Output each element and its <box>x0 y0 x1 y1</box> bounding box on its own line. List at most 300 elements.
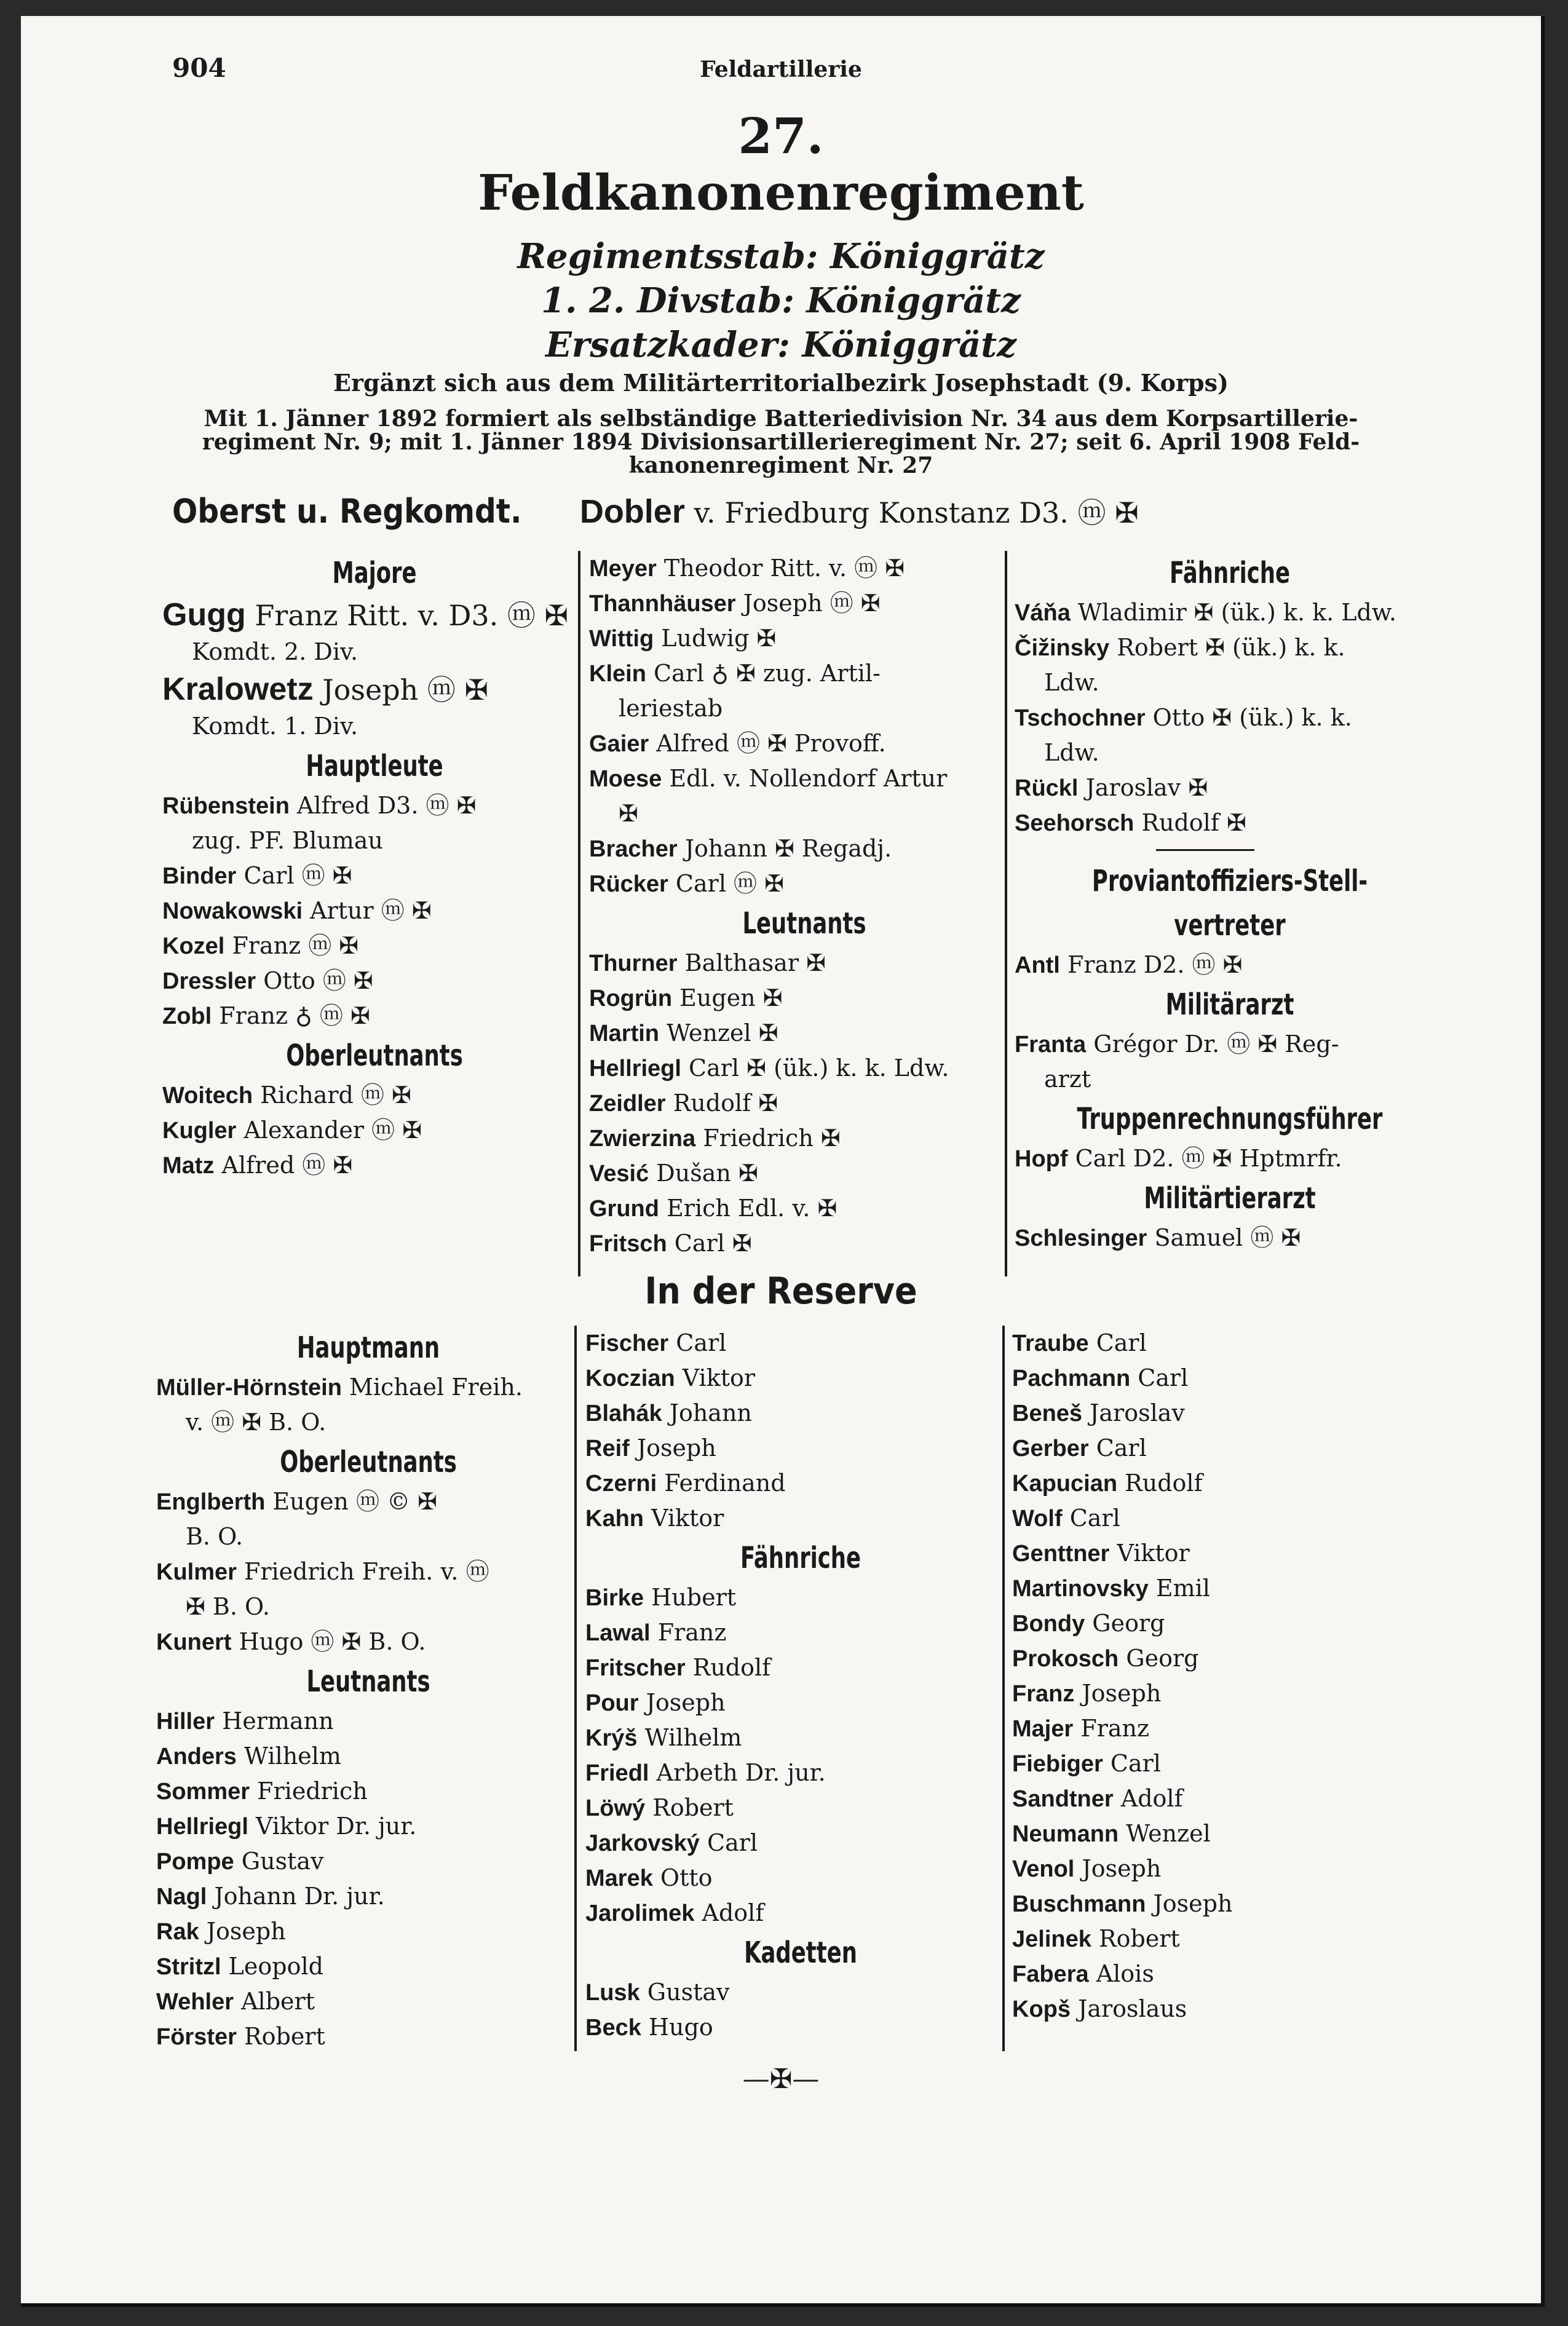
entry-surname: Martin <box>589 1021 659 1046</box>
entry-surname: Czerni <box>585 1471 657 1497</box>
roster-entry <box>585 1861 1016 1896</box>
roster-entry <box>156 1949 580 1984</box>
entry-details: Jaroslav ✠ <box>1078 774 1208 801</box>
roster-entry <box>1015 770 1445 805</box>
roster-entry <box>1012 1781 1443 1816</box>
roster-entry <box>1012 1466 1443 1501</box>
roster-entry <box>585 1685 1016 1720</box>
entry-details: Carl <box>1103 1750 1161 1777</box>
section-heading: Oberleutnants <box>280 1445 457 1479</box>
roster-entry <box>585 1396 1016 1431</box>
entry-details: Gustav <box>234 1848 324 1875</box>
entry-surname: Neumann <box>1012 1821 1119 1847</box>
entry-details: Alois <box>1088 1960 1154 1987</box>
entry-surname: Majer <box>1012 1716 1074 1742</box>
entry-details: Erich Edl. v. ✠ <box>659 1195 837 1222</box>
entry-details: Joseph <box>1146 1890 1233 1917</box>
entry-details: Viktor Dr. jur. <box>248 1813 417 1840</box>
entry-details: Michael Freih. <box>341 1374 523 1401</box>
section-heading: Majore <box>332 556 417 590</box>
entry-details: Alfred ⓜ ✠ <box>214 1152 353 1179</box>
roster-entry <box>1015 630 1445 665</box>
entry-details: Franz ⓜ ✠ <box>224 932 359 959</box>
staff-line-3: Ersatzkader: Königgrätz <box>545 325 1016 365</box>
section-rule <box>1015 841 1445 859</box>
roster-entry <box>589 946 1020 981</box>
entry-surname: Anders <box>156 1744 237 1770</box>
entry-details: Georg <box>1119 1645 1199 1672</box>
entry-details: Viktor <box>675 1364 756 1391</box>
section-heading: Leutnants <box>306 1664 430 1699</box>
entry-details: Franz Ritt. v. D3. ⓜ ✠ <box>245 599 569 632</box>
entry-surname: Müller-Hörnstein <box>156 1375 342 1401</box>
roster-entry <box>156 1774 580 1809</box>
entry-details: Franz ♁ ⓜ ✠ <box>212 1002 370 1029</box>
roster-entry <box>156 1739 580 1774</box>
roster-entry <box>1012 1536 1443 1571</box>
entry-details: Hermann <box>215 1707 334 1735</box>
roster-entry <box>156 1370 580 1405</box>
entry-details: Viktor <box>1109 1540 1190 1567</box>
roster-continuation <box>156 1519 580 1554</box>
active-column-3 <box>1015 551 1445 1256</box>
commander-name: Dobler <box>579 493 685 530</box>
roster-entry <box>162 1148 587 1183</box>
roster-entry <box>585 1501 1016 1536</box>
entry-details: Carl <box>668 1329 727 1356</box>
entry-surname: Tschochner <box>1015 705 1146 731</box>
section-heading: Truppenrechnungsführer <box>1077 1102 1383 1136</box>
roster-entry <box>1012 1606 1443 1641</box>
entry-surname: Bondy <box>1012 1611 1085 1637</box>
entry-surname: Gerber <box>1012 1436 1089 1462</box>
roster-entry <box>162 963 587 999</box>
commander-rest: v. Friedburg Konstanz D3. ⓜ ✠ <box>684 496 1139 529</box>
entry-details: Komdt. 2. Div. <box>192 638 358 665</box>
entry-details: ✠ B. O. <box>186 1593 271 1620</box>
entry-surname: Sandtner <box>1012 1786 1114 1812</box>
entry-surname: Kahn <box>585 1506 644 1532</box>
active-column-2 <box>589 551 1020 1261</box>
entry-details: Robert <box>645 1794 734 1821</box>
column-divider <box>574 1326 577 2051</box>
roster-entry <box>589 621 1020 656</box>
entry-surname: Zobl <box>162 1003 212 1029</box>
entry-surname: Venol <box>1012 1856 1075 1882</box>
entry-surname: Nowakowski <box>162 898 303 924</box>
entry-details: Eugen ⓜ © ✠ <box>265 1488 437 1515</box>
roster-entry <box>1012 1361 1443 1396</box>
entry-details: Theodor Ritt. v. ⓜ ✠ <box>656 555 905 582</box>
entry-details: Rudolf ✠ <box>1134 809 1246 836</box>
entry-details: Wilhelm <box>637 1724 742 1751</box>
entry-surname: Sommer <box>156 1779 250 1805</box>
entry-details: Alfred D3. ⓜ ✠ <box>289 792 477 819</box>
entry-details: Joseph <box>638 1689 726 1716</box>
column-divider <box>578 551 580 1276</box>
entry-details: Joseph ⓜ ✠ <box>313 673 489 706</box>
entry-surname: Rak <box>156 1919 199 1945</box>
entry-details: Richard ⓜ ✠ <box>253 1082 411 1109</box>
entry-surname: Fritsch <box>589 1231 667 1257</box>
entry-surname: Birke <box>585 1585 644 1611</box>
roster-entry <box>156 2019 580 2054</box>
roster-entry <box>1012 1956 1443 1992</box>
entry-surname: Seehorsch <box>1015 810 1134 836</box>
section-heading: Proviantoffiziers-Stell- <box>1091 864 1368 898</box>
staff-line-1: Regimentsstab: Königgrätz <box>517 236 1045 277</box>
entry-surname: Moese <box>589 766 662 792</box>
entry-surname: Čižinsky <box>1015 635 1110 661</box>
entry-details: Albert <box>234 1988 315 2015</box>
entry-details: Carl ✠ (ük.) k. k. Ldw. <box>681 1054 949 1082</box>
entry-details: Robert ✠ (ük.) k. k. <box>1109 634 1345 661</box>
roster-entry <box>589 656 1020 691</box>
roster-entry <box>156 1484 580 1519</box>
entry-surname: Zeidler <box>589 1091 666 1117</box>
entry-details: Otto ⓜ ✠ <box>256 967 373 994</box>
entry-surname: Traube <box>1012 1331 1089 1356</box>
roster-entry <box>1012 1396 1443 1431</box>
entry-surname: Beck <box>585 2015 641 2041</box>
roster-entry <box>1015 700 1445 735</box>
entry-details: Franz D2. ⓜ ✠ <box>1059 951 1243 978</box>
entry-surname: Fritscher <box>585 1655 686 1681</box>
roster-entry <box>585 1755 1016 1790</box>
roster-entry <box>1015 947 1445 983</box>
entry-details: Wenzel ✠ <box>659 1019 778 1046</box>
roster-continuation <box>156 1589 580 1624</box>
entry-surname: Krýš <box>585 1725 638 1751</box>
entry-details: Emil <box>1148 1575 1210 1602</box>
entry-surname: Wehler <box>156 1989 234 2015</box>
entry-details: Ldw. <box>1044 739 1099 766</box>
reserve-title: In der Reserve <box>644 1270 917 1313</box>
entry-details: Johann ✠ Regadj. <box>677 835 892 862</box>
roster-entry <box>156 1914 580 1949</box>
roster-entry <box>156 1624 580 1659</box>
roster-entry <box>1012 1501 1443 1536</box>
entry-surname: Reif <box>585 1436 630 1462</box>
section-heading: Militärarzt <box>1165 987 1294 1022</box>
section-heading: Fähnriche <box>740 1541 861 1575</box>
roster-entry <box>1015 1027 1445 1062</box>
roster-entry <box>585 1326 1016 1361</box>
reserve-column-3 <box>1012 1326 1443 2027</box>
entry-details: Adolf <box>694 1899 764 1926</box>
entry-surname: Kunert <box>156 1629 232 1655</box>
entry-details: Viktor <box>644 1505 724 1532</box>
section-heading: Oberleutnants <box>286 1038 463 1073</box>
section-heading: vertreter <box>1174 908 1286 943</box>
running-header: Feldartillerie <box>700 57 862 82</box>
entry-details: Rudolf <box>1117 1470 1203 1497</box>
roster-entry <box>1012 1921 1443 1956</box>
entry-surname: Löwý <box>585 1795 646 1821</box>
entry-details: Dušan ✠ <box>649 1160 758 1187</box>
roster-continuation <box>162 635 587 670</box>
entry-details: Carl ✠ <box>667 1230 752 1257</box>
entry-surname: Fiebiger <box>1012 1751 1103 1777</box>
roster-continuation <box>589 796 1020 831</box>
entry-surname: Pour <box>585 1690 639 1716</box>
roster-entry <box>589 1051 1020 1086</box>
entry-details: Robert <box>236 2023 325 2050</box>
entry-surname: Hellriegl <box>156 1814 248 1840</box>
entry-details: Wladimir ✠ (ük.) k. k. Ldw. <box>1070 599 1396 626</box>
roster-entry <box>589 1086 1020 1121</box>
roster-continuation <box>1015 1062 1445 1097</box>
entry-details: Friedrich ✠ <box>695 1125 841 1152</box>
regiment-number: 27. <box>738 107 824 165</box>
roster-continuation <box>162 823 587 858</box>
section-heading: Kadetten <box>744 1936 857 1970</box>
entry-surname: Rückl <box>1015 775 1079 801</box>
entry-details: Franz <box>1073 1715 1150 1742</box>
entry-surname: Lusk <box>585 1980 640 2006</box>
entry-details: Carl <box>1130 1364 1189 1391</box>
roster-entry <box>156 1844 580 1879</box>
entry-surname: Buschmann <box>1012 1891 1146 1917</box>
entry-surname: Koczian <box>585 1366 675 1391</box>
entry-details: Ludwig ✠ <box>654 625 777 652</box>
entry-details: Carl ⓜ ✠ <box>668 870 784 897</box>
roster-entry <box>156 1554 580 1589</box>
entry-details: Friedrich <box>250 1778 368 1805</box>
entry-surname: Rücker <box>589 871 668 897</box>
commander-rank: Oberst u. Regkomdt. <box>172 492 522 531</box>
entry-details: Rudolf <box>685 1654 771 1681</box>
entry-surname: Fischer <box>585 1331 669 1356</box>
roster-continuation <box>589 691 1020 726</box>
entry-details: Franz <box>650 1619 727 1646</box>
page-title: Feldkanonenregiment <box>478 164 1084 221</box>
entry-details: Arbeth Dr. jur. <box>649 1759 826 1786</box>
entry-details: Komdt. 1. Div. <box>192 713 358 740</box>
roster-entry <box>1012 1746 1443 1781</box>
entry-details: Artur ⓜ ✠ <box>303 897 432 924</box>
roster-entry <box>1012 1641 1443 1676</box>
section-heading: Leutnants <box>742 906 866 941</box>
entry-details: Carl ♁ ✠ zug. Artil- <box>646 660 881 687</box>
entry-details: Alfred ⓜ ✠ Provoff. <box>649 730 886 757</box>
entry-details: Eugen ✠ <box>672 984 783 1011</box>
roster-entry <box>1012 1711 1443 1746</box>
roster-entry <box>156 1879 580 1914</box>
roster-entry <box>589 866 1020 901</box>
roster-entry <box>585 1896 1016 1931</box>
entry-surname: Bracher <box>589 836 678 862</box>
entry-surname: Jarkovský <box>585 1830 700 1856</box>
entry-details: Carl <box>1062 1505 1120 1532</box>
roster-entry <box>1012 1676 1443 1711</box>
entry-details: Joseph <box>1074 1855 1162 1882</box>
roster-entry <box>589 981 1020 1016</box>
entry-details: Grégor Dr. ⓜ ✠ Reg- <box>1086 1030 1339 1058</box>
entry-details: Carl <box>1088 1329 1147 1356</box>
roster-entry <box>156 1704 580 1739</box>
entry-surname: Hellriegl <box>589 1056 681 1082</box>
roster-continuation <box>1015 665 1445 700</box>
section-heading: Militärtierarzt <box>1144 1181 1316 1216</box>
entry-details: Johann Dr. jur. <box>207 1883 385 1910</box>
entry-surname: Zwierzina <box>589 1126 696 1152</box>
entry-surname: Kopš <box>1012 1996 1071 2022</box>
roster-continuation <box>162 709 587 744</box>
roster-continuation <box>156 1405 580 1440</box>
reserve-column-2 <box>585 1326 1016 2045</box>
entry-details: Otto <box>652 1864 713 1891</box>
roster-entry <box>162 1113 587 1148</box>
end-ornament: —✠— <box>742 2063 820 2095</box>
entry-details: Hugo <box>641 2014 713 2041</box>
entry-details: zug. PF. Blumau <box>192 827 383 854</box>
entry-surname: Schlesinger <box>1015 1225 1147 1251</box>
entry-surname: Grund <box>589 1196 659 1222</box>
roster-entry <box>585 1580 1016 1615</box>
entry-surname: Franta <box>1015 1032 1087 1058</box>
entry-details: Ferdinand <box>657 1470 786 1497</box>
entry-surname: Kapucian <box>1012 1471 1118 1497</box>
entry-surname: Pachmann <box>1012 1366 1131 1391</box>
entry-surname: Kozel <box>162 933 225 959</box>
entry-details: Carl <box>1088 1434 1147 1462</box>
document-page <box>21 16 1545 2307</box>
entry-surname: Blahák <box>585 1401 662 1426</box>
roster-entry <box>585 1826 1016 1861</box>
entry-surname: Váňa <box>1015 600 1071 626</box>
entry-details: Wenzel <box>1119 1820 1211 1847</box>
entry-details: Hugo ⓜ ✠ B. O. <box>231 1628 426 1655</box>
entry-details: Leopold <box>221 1953 323 1980</box>
roster-entry <box>162 670 587 709</box>
entry-surname: Antl <box>1015 952 1060 978</box>
supplement-line: Ergänzt sich aus dem Militärterritorialbezirk Josephstadt (9. Korps) <box>333 369 1229 397</box>
roster-entry <box>1012 1886 1443 1921</box>
roster-entry <box>585 1615 1016 1650</box>
entry-surname: Fabera <box>1012 1961 1089 1987</box>
roster-entry <box>585 1975 1016 2010</box>
history-line-3: kanonenregiment Nr. 27 <box>628 453 933 478</box>
entry-details: Adolf <box>1113 1785 1183 1812</box>
history-line-1: Mit 1. Jänner 1892 formiert als selbständige Batteriedivision Nr. 34 aus dem Korpsartillerie- <box>204 406 1358 432</box>
entry-surname: Wittig <box>589 626 654 652</box>
entry-surname: Pompe <box>156 1849 234 1875</box>
roster-entry <box>1015 1220 1445 1256</box>
roster-entry <box>1012 1431 1443 1466</box>
page-number: 904 <box>172 53 226 83</box>
staff-line-2: 1. 2. Divstab: Königgrätz <box>541 280 1021 321</box>
roster-entry <box>162 788 587 823</box>
entry-details: Robert <box>1091 1925 1180 1952</box>
entry-details: Balthasar ✠ <box>677 949 826 976</box>
entry-surname: Matz <box>162 1153 215 1179</box>
section-heading: Fähnriche <box>1169 556 1291 590</box>
entry-surname: Kugler <box>162 1118 237 1144</box>
entry-details: Otto ✠ (ük.) k. k. <box>1145 704 1352 731</box>
entry-details: Carl D2. ⓜ ✠ Hptmrfr. <box>1067 1145 1342 1172</box>
entry-surname: Vesić <box>589 1161 649 1187</box>
roster-entry <box>585 1720 1016 1755</box>
roster-entry <box>585 2010 1016 2045</box>
entry-details: Joseph <box>629 1434 716 1462</box>
entry-details: v. ⓜ ✠ B. O. <box>186 1409 327 1436</box>
history-line-2: regiment Nr. 9; mit 1. Jänner 1894 Divisionsartillerieregiment Nr. 27; seit 6. April 1908 Feld- <box>202 429 1360 455</box>
entry-surname: Jelinek <box>1012 1926 1091 1952</box>
entry-surname: Beneš <box>1012 1401 1083 1426</box>
entry-details: ✠ <box>619 800 638 827</box>
active-column-1 <box>162 551 587 1183</box>
entry-surname: Hopf <box>1015 1146 1068 1172</box>
entry-details: Samuel ⓜ ✠ <box>1147 1224 1301 1251</box>
entry-surname: Prokosch <box>1012 1646 1119 1672</box>
roster-entry <box>162 999 587 1034</box>
entry-surname: Lawal <box>585 1620 651 1646</box>
entry-details: Carl <box>699 1829 758 1856</box>
roster-entry <box>585 1790 1016 1826</box>
roster-entry <box>589 726 1020 761</box>
entry-surname: Klein <box>589 661 646 687</box>
entry-surname: Rogrün <box>589 986 673 1011</box>
entry-surname: Woitech <box>162 1083 253 1109</box>
entry-details: arzt <box>1044 1066 1091 1093</box>
roster-entry <box>1015 805 1445 841</box>
entry-surname: Binder <box>162 863 237 889</box>
section-heading: Hauptleute <box>306 749 443 783</box>
entry-surname: Jarolimek <box>585 1901 695 1926</box>
roster-entry <box>585 1466 1016 1501</box>
entry-details: Jaroslaus <box>1071 1995 1187 2022</box>
roster-entry <box>156 1809 580 1844</box>
roster-entry <box>589 1156 1020 1191</box>
roster-entry <box>1012 1571 1443 1606</box>
entry-details: Rudolf ✠ <box>665 1090 778 1117</box>
roster-entry <box>156 1984 580 2019</box>
entry-surname: Meyer <box>589 556 657 582</box>
entry-surname: Nagl <box>156 1884 207 1910</box>
roster-continuation <box>1015 735 1445 770</box>
column-divider <box>1005 551 1007 1276</box>
entry-surname: Englberth <box>156 1489 266 1515</box>
entry-surname: Kulmer <box>156 1559 237 1585</box>
entry-details: Friedrich Freih. v. ⓜ <box>236 1558 489 1585</box>
roster-entry <box>585 1361 1016 1396</box>
entry-surname: Kralowetz <box>162 671 314 707</box>
entry-details: Hubert <box>644 1584 737 1611</box>
roster-entry <box>162 595 587 635</box>
entry-details: Wilhelm <box>236 1743 341 1770</box>
roster-entry <box>589 1121 1020 1156</box>
entry-surname: Rübenstein <box>162 793 290 819</box>
roster-entry <box>589 551 1020 586</box>
entry-details: leriestab <box>619 695 723 722</box>
roster-entry <box>1012 1851 1443 1886</box>
entry-surname: Stritzl <box>156 1954 221 1980</box>
column-divider <box>1002 1326 1005 2051</box>
commander-line <box>172 489 1139 534</box>
entry-details: Edl. v. Nollendorf Artur <box>662 765 948 792</box>
roster-entry <box>1015 595 1445 630</box>
roster-entry <box>162 928 587 963</box>
entry-surname: Thurner <box>589 951 678 976</box>
entry-surname: Hiller <box>156 1709 215 1735</box>
entry-surname: Thannhäuser <box>589 591 736 617</box>
entry-details: Georg <box>1085 1610 1165 1637</box>
entry-surname: Friedl <box>585 1760 649 1786</box>
entry-details: Joseph <box>199 1918 286 1945</box>
entry-surname: Marek <box>585 1865 653 1891</box>
entry-details: Gustav <box>639 1979 730 2006</box>
